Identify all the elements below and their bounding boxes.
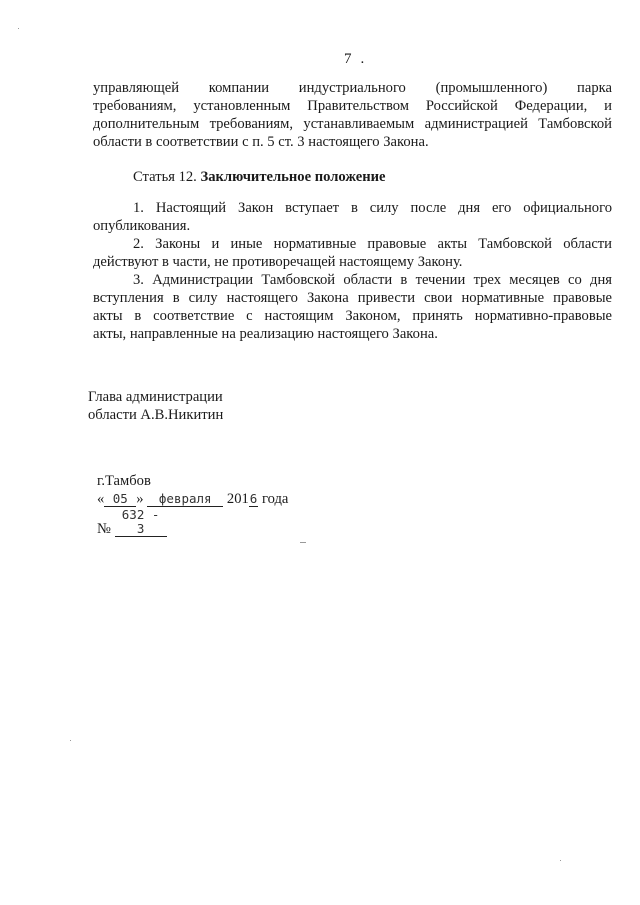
city: г.Тамбов: [97, 473, 151, 489]
intro-paragraph: [93, 79, 612, 151]
item-2-line-1: 2. Законы и иные нормативные правовые акты Тамбовской области: [133, 236, 612, 252]
date-month: февраля: [147, 492, 223, 507]
intro-line-1: управляющей компании индустриального (промышленного) парка: [93, 80, 612, 96]
page-number: [344, 50, 364, 68]
intro-line-2: требованиям, установленным Правительством Российской Федерации, и: [93, 98, 612, 114]
scan-speck: [70, 740, 71, 741]
document-number: 632 - З: [115, 508, 167, 537]
item-3-line-1: 3. Администрации Тамбовской области в течении трех месяцев со дня: [133, 272, 612, 288]
number-sign: №: [97, 521, 111, 537]
intro-line-3: дополнительным требованиям, устанавливаемым администрацией Тамбовской: [93, 116, 612, 132]
signature-name: области А.В.Никитин: [88, 407, 224, 423]
item-3-line-4: акты, направленные на реализацию настоящего Закона.: [93, 326, 438, 342]
place-date-block: [97, 472, 288, 538]
number-line: [97, 508, 288, 538]
item-3-line-3: акты в соответствие с настоящим Законом, принять нормативно-правовые: [93, 308, 612, 324]
year-prefix: 201: [226, 491, 249, 507]
article-heading: [133, 168, 386, 186]
scan-speck: [300, 542, 306, 543]
article-items: [93, 199, 612, 343]
item-1-line-1: 1. Настоящий Закон вступает в силу после дня его официального: [133, 200, 612, 216]
scan-speck: [18, 28, 19, 29]
item-1-line-2: опубликования.: [93, 218, 191, 234]
year-digit: 6: [249, 491, 258, 506]
page-number-value: 7: [344, 51, 352, 67]
article-prefix: Статья 12.: [133, 169, 197, 185]
quote-open: «: [97, 491, 105, 507]
scan-speck: [560, 860, 561, 861]
signature-block: [88, 388, 223, 424]
article-title: Заключительное положение: [200, 169, 386, 185]
intro-line-4: области в соответствии с п. 5 ст. 3 настоящего Закона.: [93, 134, 429, 150]
item-3-line-2: вступления в силу настоящего Закона привести свои нормативные правовые: [93, 290, 612, 306]
item-2-line-2: действуют в части, не противоречащей настоящему Закону.: [93, 254, 463, 270]
date-day: 05: [104, 492, 136, 507]
page-number-mark: .: [360, 51, 365, 67]
year-suffix: года: [261, 491, 289, 507]
quote-close: »: [136, 491, 144, 507]
signature-position: Глава администрации: [88, 389, 223, 405]
date-line: [97, 490, 288, 508]
